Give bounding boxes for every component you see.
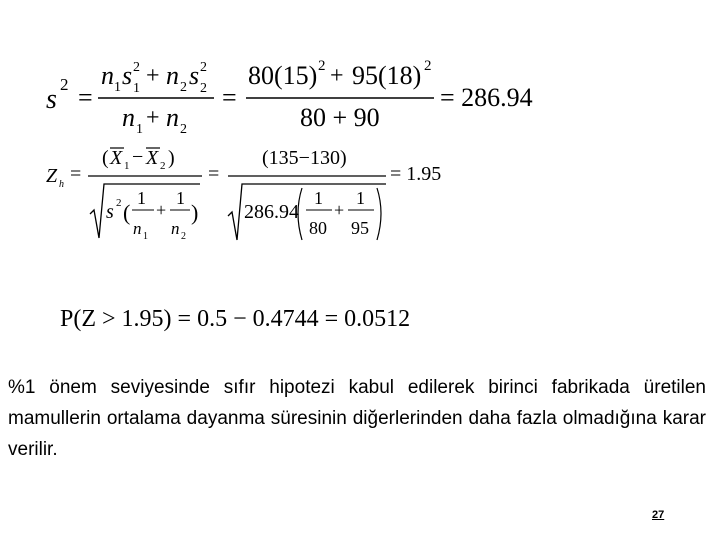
denominator-n1: n — [133, 219, 142, 238]
denominator-plus: + — [156, 200, 167, 220]
numeric-one-a: 1 — [314, 188, 323, 208]
numeric-z-numerator: (135−130) — [262, 147, 347, 169]
numerator-n1-subscript: 1 — [114, 80, 121, 95]
x1-bar: X — [110, 147, 123, 169]
s-squared-exponent: 2 — [60, 75, 69, 94]
numerator-n2-subscript: 2 — [180, 80, 187, 95]
denominator-n1: n — [122, 103, 135, 132]
denominator-n2: n — [166, 103, 179, 132]
denominator-n2-subscript: 2 — [181, 231, 186, 242]
numerator-s1: s — [122, 61, 133, 90]
z-subscript: h — [59, 179, 64, 190]
numerator-close-paren: ) — [168, 147, 175, 169]
probability-equation — [60, 306, 410, 332]
numerator-minus: − — [132, 146, 144, 168]
numeric-one-b: 1 — [356, 188, 365, 208]
pooled-variance-result: = 286.94 — [440, 83, 533, 112]
numeric-numerator-part2-exponent: 2 — [424, 58, 432, 74]
numerator-s2: s — [189, 61, 200, 90]
z-symbol: Z — [46, 165, 58, 187]
denominator-plus: + — [146, 105, 160, 131]
numerator-plus: + — [146, 63, 160, 89]
z-statistic-equation — [46, 146, 441, 242]
denominator-n1-subscript: 1 — [143, 231, 148, 242]
equals-sign-1: = — [78, 83, 93, 112]
numeric-numerator-part1: 80(15) — [248, 61, 318, 90]
x2-bar: X — [146, 147, 159, 169]
denominator-open-paren: ( — [123, 200, 131, 225]
pooled-variance-equation — [46, 58, 533, 137]
numeric-denominator: 80 + 90 — [300, 103, 380, 132]
numerator-s2-subscript: 2 — [200, 81, 207, 96]
page-number: 27 — [652, 509, 665, 521]
numeric-close-paren — [377, 188, 381, 240]
equals-sign-4: = — [208, 163, 220, 185]
x1-subscript: 1 — [124, 160, 130, 172]
denominator-n1-subscript: 1 — [136, 122, 143, 137]
denominator-s: s — [106, 201, 114, 223]
denominator-close-paren: ) — [191, 200, 199, 225]
s-squared-symbol: s — [46, 84, 57, 115]
denominator-n2-subscript: 2 — [180, 122, 187, 137]
numerator-s1-subscript: 1 — [133, 81, 140, 96]
denominator-one-a: 1 — [137, 188, 146, 208]
probability-statement: P(Z > 1.95) = 0.5 − 0.4744 = 0.0512 — [60, 306, 411, 332]
equals-sign-2: = — [222, 83, 237, 112]
numeric-numerator-plus: + — [330, 63, 344, 89]
numeric-numerator-part1-exponent: 2 — [318, 58, 326, 74]
numeric-s-squared: 286.94 — [244, 201, 299, 223]
numerator-n2: n — [166, 61, 179, 90]
x2-subscript: 2 — [160, 160, 166, 172]
z-statistic-result: = 1.95 — [390, 163, 442, 185]
numeric-open-paren — [298, 188, 302, 240]
numerator-s1-exponent: 2 — [133, 60, 140, 75]
equals-sign-3: = — [70, 163, 82, 185]
denominator-one-b: 1 — [176, 188, 185, 208]
numerator-n1: n — [101, 61, 114, 90]
numeric-plus: + — [334, 200, 345, 220]
denominator-n2: n — [171, 219, 180, 238]
numeric-numerator-part2: 95(18) — [352, 61, 422, 90]
conclusion-paragraph: %1 önem seviyesinde sıfır hipotezi kabul edilerek birinci fabrikada üretilen mamullerin ortalama dayanma süresinin diğerlerinden daha fazla olmadığına karar verilir. — [8, 377, 706, 460]
denominator-s-exponent: 2 — [116, 197, 122, 209]
numeric-denominator-80: 80 — [309, 218, 327, 238]
numerator-s2-exponent: 2 — [200, 60, 207, 75]
numeric-denominator-95: 95 — [351, 218, 369, 238]
numerator-open-paren: ( — [102, 147, 109, 169]
